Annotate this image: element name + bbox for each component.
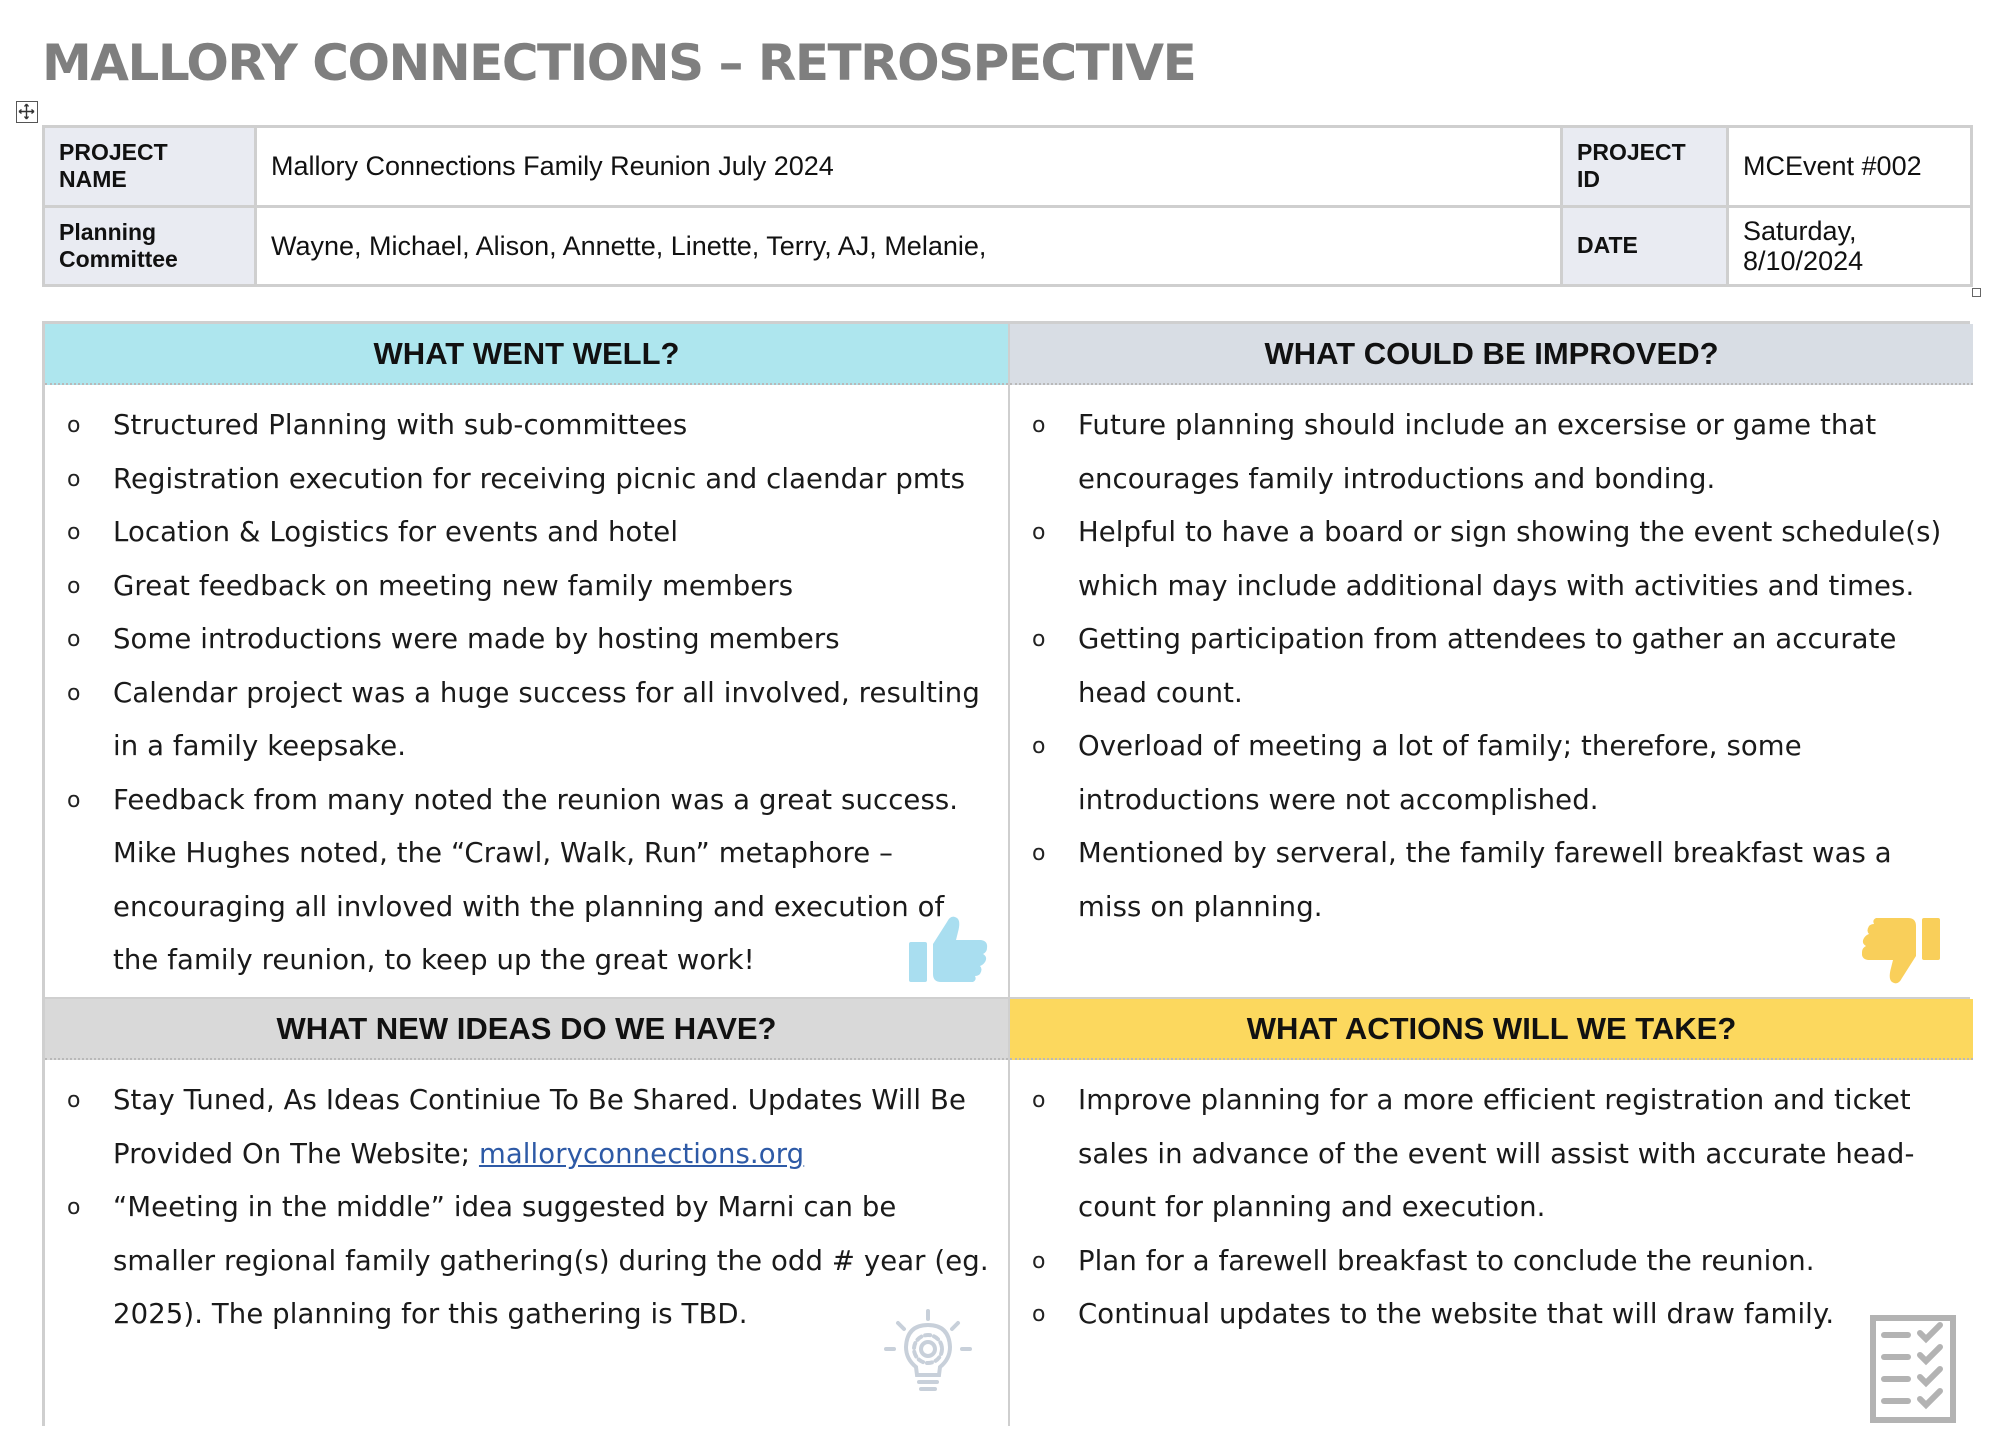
bullet-icon: o bbox=[1032, 627, 1046, 652]
list-item bbox=[1010, 1074, 1973, 1235]
project-info-table bbox=[42, 125, 1973, 287]
list-item-text: Getting participation from attendees to gather an accurate head count. bbox=[1078, 623, 1897, 709]
list-item bbox=[1010, 399, 1973, 506]
list-item-text: Registration execution for receiving picnic and claendar pmts bbox=[113, 462, 966, 495]
bullet-icon: o bbox=[67, 1088, 81, 1113]
list-item bbox=[45, 613, 1008, 667]
went-well-list bbox=[45, 385, 1008, 988]
document-title: MALLORY CONNECTIONS – RETROSPECTIVE bbox=[42, 34, 1196, 92]
idea-text: Stay Tuned, As Ideas Continiue To Be Shared. Updates Will Be Provided On The Website; bbox=[113, 1084, 966, 1170]
list-item-text: Calendar project was a huge success for all involved, resulting in a family keepsake. bbox=[113, 676, 980, 762]
new-ideas-heading: WHAT NEW IDEAS DO WE HAVE? bbox=[45, 999, 1008, 1060]
list-item bbox=[45, 399, 1008, 453]
list-item-text: Overload of meeting a lot of family; therefore, some introductions were not accomplished. bbox=[1078, 730, 1802, 816]
table-move-handle-icon[interactable] bbox=[16, 101, 38, 123]
list-item-text: Mentioned by serveral, the family farewell breakfast was a miss on planning. bbox=[1078, 837, 1892, 923]
list-item bbox=[1010, 827, 1973, 934]
bullet-icon: o bbox=[1032, 734, 1046, 759]
website-link[interactable]: malloryconnections.org bbox=[478, 1137, 805, 1170]
project-name-label: PROJECT NAME bbox=[44, 127, 256, 207]
thumbs-down-icon bbox=[1862, 916, 1942, 988]
date-value[interactable]: Saturday, 8/10/2024 bbox=[1728, 206, 1972, 286]
bullet-icon: o bbox=[67, 520, 81, 545]
list-item-text: Structured Planning with sub-committees bbox=[113, 409, 688, 441]
retrospective-grid bbox=[42, 321, 1970, 1426]
went-well-section bbox=[45, 324, 1008, 997]
list-item bbox=[45, 506, 1008, 560]
bullet-icon: o bbox=[67, 573, 81, 599]
actions-section bbox=[1010, 999, 1973, 1429]
thumbs-up-icon bbox=[907, 912, 989, 984]
actions-heading: WHAT ACTIONS WILL WE TAKE? bbox=[1010, 999, 1973, 1060]
list-item-text: Continual updates to the website that will draw family. bbox=[1078, 1298, 1835, 1330]
committee-label: Planning Committee bbox=[44, 206, 256, 286]
actions-list bbox=[1010, 1060, 1973, 1342]
committee-value[interactable]: Wayne, Michael, Alison, Annette, Linette, Terry, AJ, Melanie, bbox=[256, 206, 1562, 286]
list-item-text: Future planning should include an excersise or game that encourages family introductions and bonding. bbox=[1078, 409, 1877, 495]
bullet-icon: o bbox=[67, 680, 81, 706]
project-id-label: PROJECT ID bbox=[1562, 127, 1728, 207]
bullet-icon: o bbox=[67, 1195, 81, 1220]
table-resize-handle[interactable] bbox=[1972, 288, 1981, 297]
list-item bbox=[45, 1181, 1008, 1342]
improved-section bbox=[1010, 324, 1973, 997]
list-item bbox=[45, 667, 1008, 774]
list-item-text: Great feedback on meeting new family members bbox=[113, 569, 794, 602]
bullet-icon: o bbox=[1032, 1248, 1046, 1274]
bullet-icon: o bbox=[1032, 1302, 1046, 1327]
list-item bbox=[45, 1074, 1008, 1181]
list-item bbox=[45, 774, 1008, 988]
lightbulb-gear-icon bbox=[883, 1309, 973, 1399]
list-item bbox=[45, 453, 1008, 507]
went-well-heading: WHAT WENT WELL? bbox=[45, 324, 1008, 385]
bullet-icon: o bbox=[67, 466, 81, 492]
bullet-icon: o bbox=[1032, 413, 1046, 438]
project-id-value[interactable]: MCEvent #002 bbox=[1728, 127, 1972, 207]
bullet-icon: o bbox=[1032, 520, 1046, 545]
bullet-icon: o bbox=[67, 787, 81, 813]
bullet-icon: o bbox=[1032, 841, 1046, 866]
new-ideas-section bbox=[45, 999, 1008, 1429]
checklist-icon bbox=[1870, 1315, 1956, 1423]
bullet-icon: o bbox=[67, 413, 81, 438]
list-item-text: Plan for a farewell breakfast to conclude the reunion. bbox=[1078, 1244, 1815, 1277]
list-item-text: Location & Logistics for events and hotel bbox=[113, 516, 679, 548]
improved-heading: WHAT COULD BE IMPROVED? bbox=[1010, 324, 1973, 385]
bullet-icon: o bbox=[67, 627, 81, 652]
list-item-text: Helpful to have a board or sign showing the event schedule(s) which may include additional days with activities and times. bbox=[1078, 516, 1942, 602]
list-item bbox=[1010, 506, 1973, 613]
bullet-icon: o bbox=[1032, 1088, 1046, 1113]
list-item bbox=[1010, 1288, 1973, 1342]
idea-text: “Meeting in the middle” idea suggested by Marni can be smaller regional family gathering(s) during the odd # year (eg. 2025). The planning for this gathering is TBD. bbox=[113, 1191, 989, 1330]
list-item-text: Feedback from many noted the reunion was a great success. Mike Hughes noted, the “Crawl, Walk, Run” metaphore – encouraging all invloved with the planning and execution of the family reunion, to keep up the great work! bbox=[113, 783, 959, 976]
project-row bbox=[44, 127, 1972, 207]
list-item bbox=[1010, 1235, 1973, 1289]
list-item bbox=[1010, 720, 1973, 827]
list-item-text: Improve planning for a more efficient registration and ticket sales in advance of the event will assist with accurate head-count for planning and execution. bbox=[1078, 1084, 1915, 1223]
improved-list bbox=[1010, 385, 1973, 934]
new-ideas-list bbox=[45, 1060, 1008, 1342]
date-label: DATE bbox=[1562, 206, 1728, 286]
list-item-text: Some introductions were made by hosting members bbox=[113, 623, 840, 655]
list-item bbox=[1010, 613, 1973, 720]
list-item bbox=[45, 560, 1008, 614]
committee-row bbox=[44, 206, 1972, 286]
project-name-value[interactable]: Mallory Connections Family Reunion July 2024 bbox=[256, 127, 1562, 207]
